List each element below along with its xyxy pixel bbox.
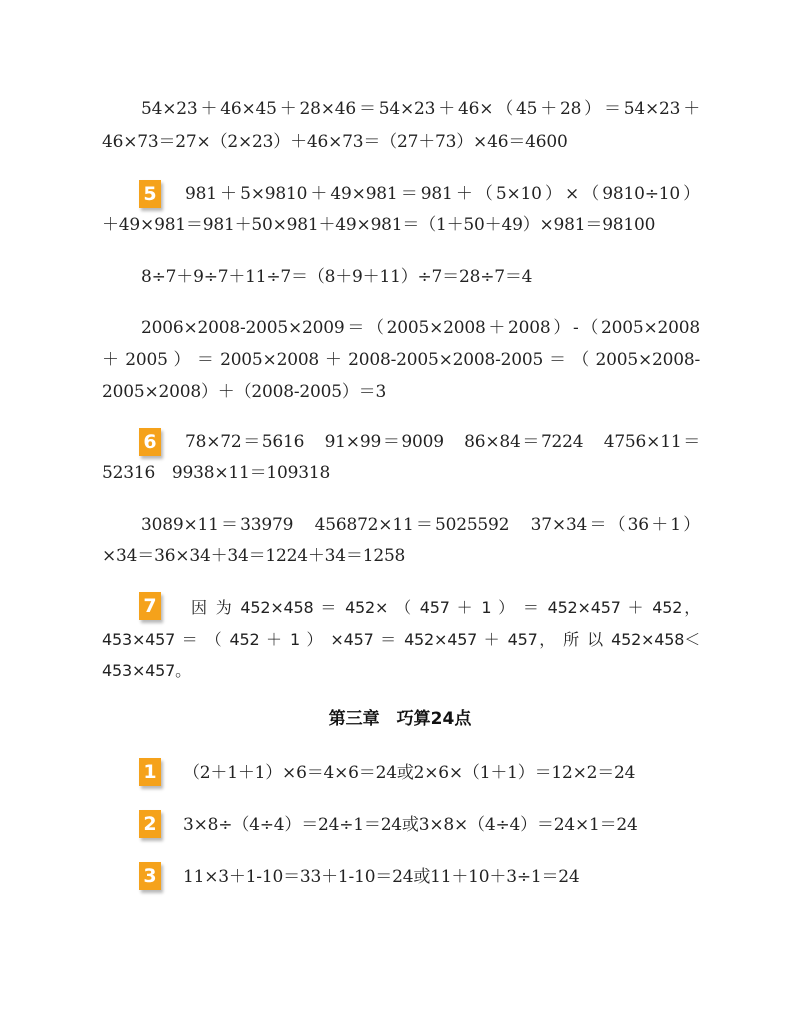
text-line: 46×73＝27×（2×23）＋46×73＝（27＋73）×46＝4600	[102, 132, 568, 152]
text-line: （2＋1＋1）×6＝4×6＝24或2×6×（1＋1）＝12×2＝24	[183, 763, 636, 783]
text-line: 52316 9938×11＝109318	[102, 463, 331, 483]
text-line: 11×3＋1-10＝33＋1-10＝24或11＋10＋3÷1＝24	[183, 867, 580, 887]
text-line: 因 为 452×458 ＝ 452× （ 457 ＋ 1 ） ＝ 452×457 ＋ 452，	[191, 598, 700, 617]
number-badge: 5	[139, 180, 161, 208]
text-line: 453×457。	[102, 661, 191, 680]
text-line: 981＋5×9810＋49×981＝981＋（5×10）×（9810÷10）	[185, 184, 700, 204]
number-badge: 1	[139, 758, 161, 786]
text-line: 54×23＋46×45＋28×46＝54×23＋46×（45＋28）＝54×23＋	[141, 99, 700, 119]
number-badge: 2	[139, 810, 161, 838]
text-line: ＋49×981＝981＋50×981＋49×981＝（1＋50＋49）×981＝98100	[102, 215, 656, 235]
text-line: 3×8÷（4÷4）＝24÷1＝24或3×8×（4÷4）＝24×1＝24	[183, 815, 638, 835]
text-line: 2006×2008-2005×2009＝（2005×2008＋2008）-（2005×2008	[141, 318, 700, 338]
text-line: 453×457 ＝ （ 452 ＋ 1 ） ×457 ＝ 452×457 ＋ 457， 所 以 452×458＜	[102, 630, 700, 649]
number-badge: 3	[139, 862, 161, 890]
chapter-title: 第三章 巧算24点	[328, 709, 472, 729]
text-line: ＋ 2005 ） ＝ 2005×2008 ＋ 2008-2005×2008-2005 ＝ （ 2005×2008-	[102, 350, 700, 370]
text-line: 2005×2008）＋（2008-2005）＝3	[102, 382, 387, 402]
text-line: 3089×11＝33979 456872×11＝5025592 37×34＝（36＋1）	[141, 515, 700, 535]
number-badge: 6	[139, 428, 161, 456]
number-badge: 7	[139, 592, 161, 620]
text-line: 78×72＝5616 91×99＝9009 86×84＝7224 4756×11＝	[185, 432, 700, 452]
text-line: ×34＝36×34＋34＝1224＋34＝1258	[102, 546, 406, 566]
text-line: 8÷7＋9÷7＋11÷7＝（8＋9＋11）÷7＝28÷7＝4	[141, 267, 533, 287]
